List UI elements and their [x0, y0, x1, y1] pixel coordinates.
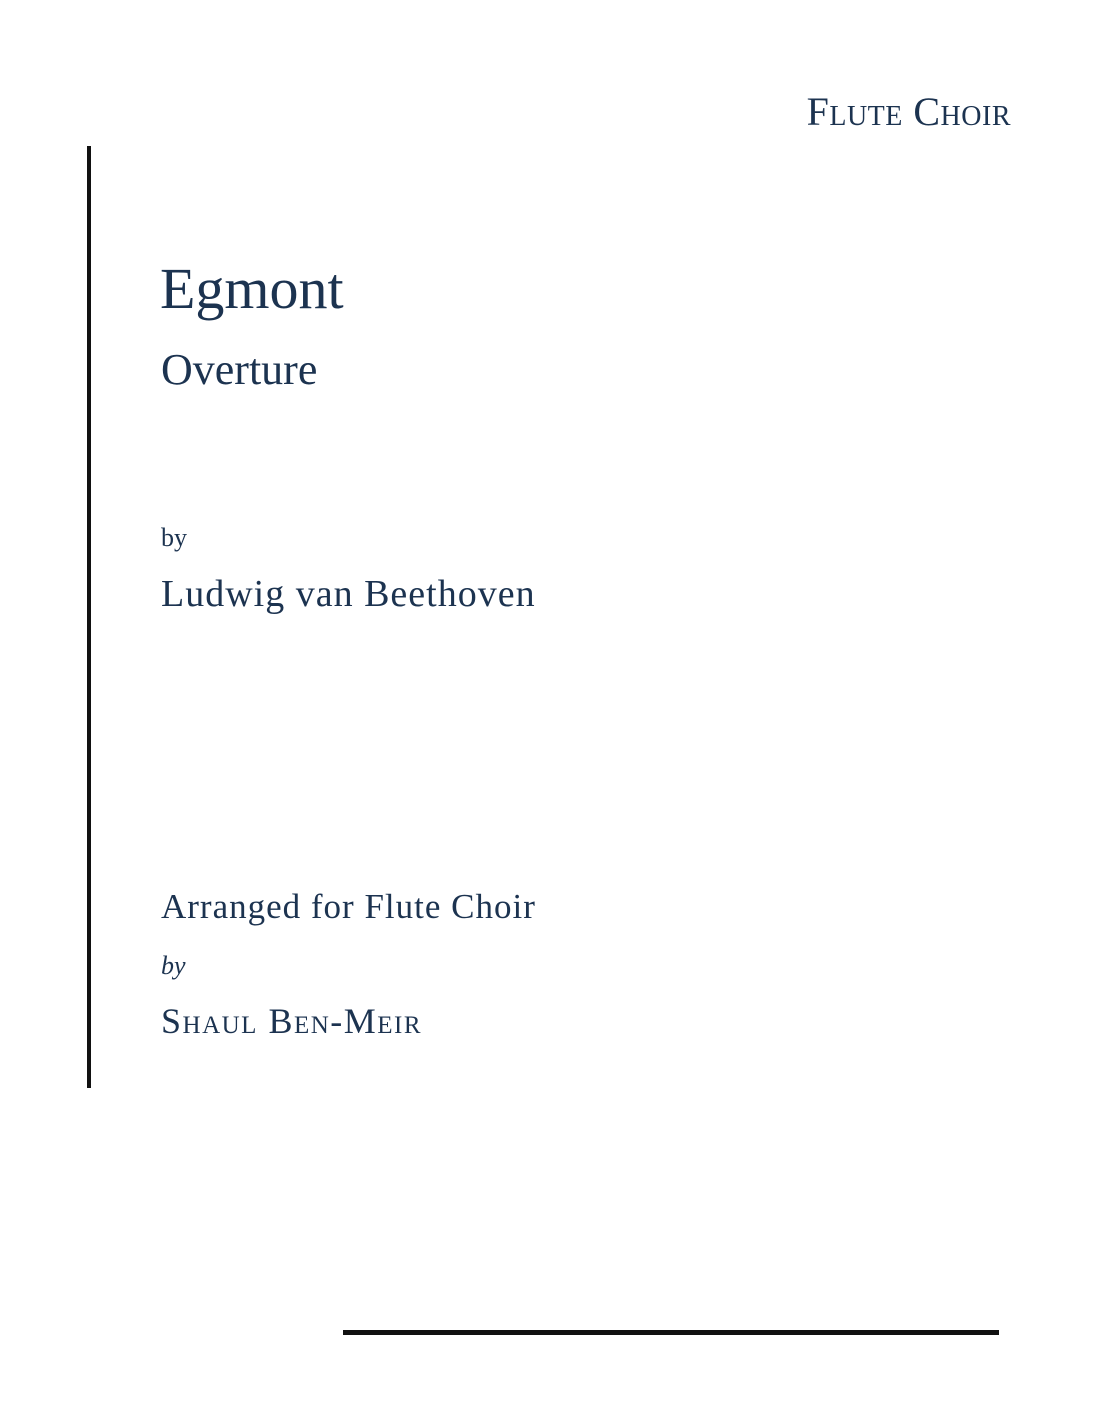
work-subtitle: Overture: [161, 345, 318, 394]
ensemble-heading: Flute Choir: [806, 89, 1011, 134]
arranger-name: Shaul Ben-Meir: [161, 1001, 423, 1041]
arranger-by-label: by: [161, 951, 186, 980]
composer-by-label: by: [161, 523, 187, 552]
work-title: Egmont: [160, 256, 344, 321]
bottom-horizontal-rule: [343, 1330, 999, 1335]
left-vertical-rule: [87, 146, 91, 1088]
arranged-for-line: Arranged for Flute Choir: [161, 887, 536, 926]
composer-name: Ludwig van Beethoven: [161, 573, 536, 615]
